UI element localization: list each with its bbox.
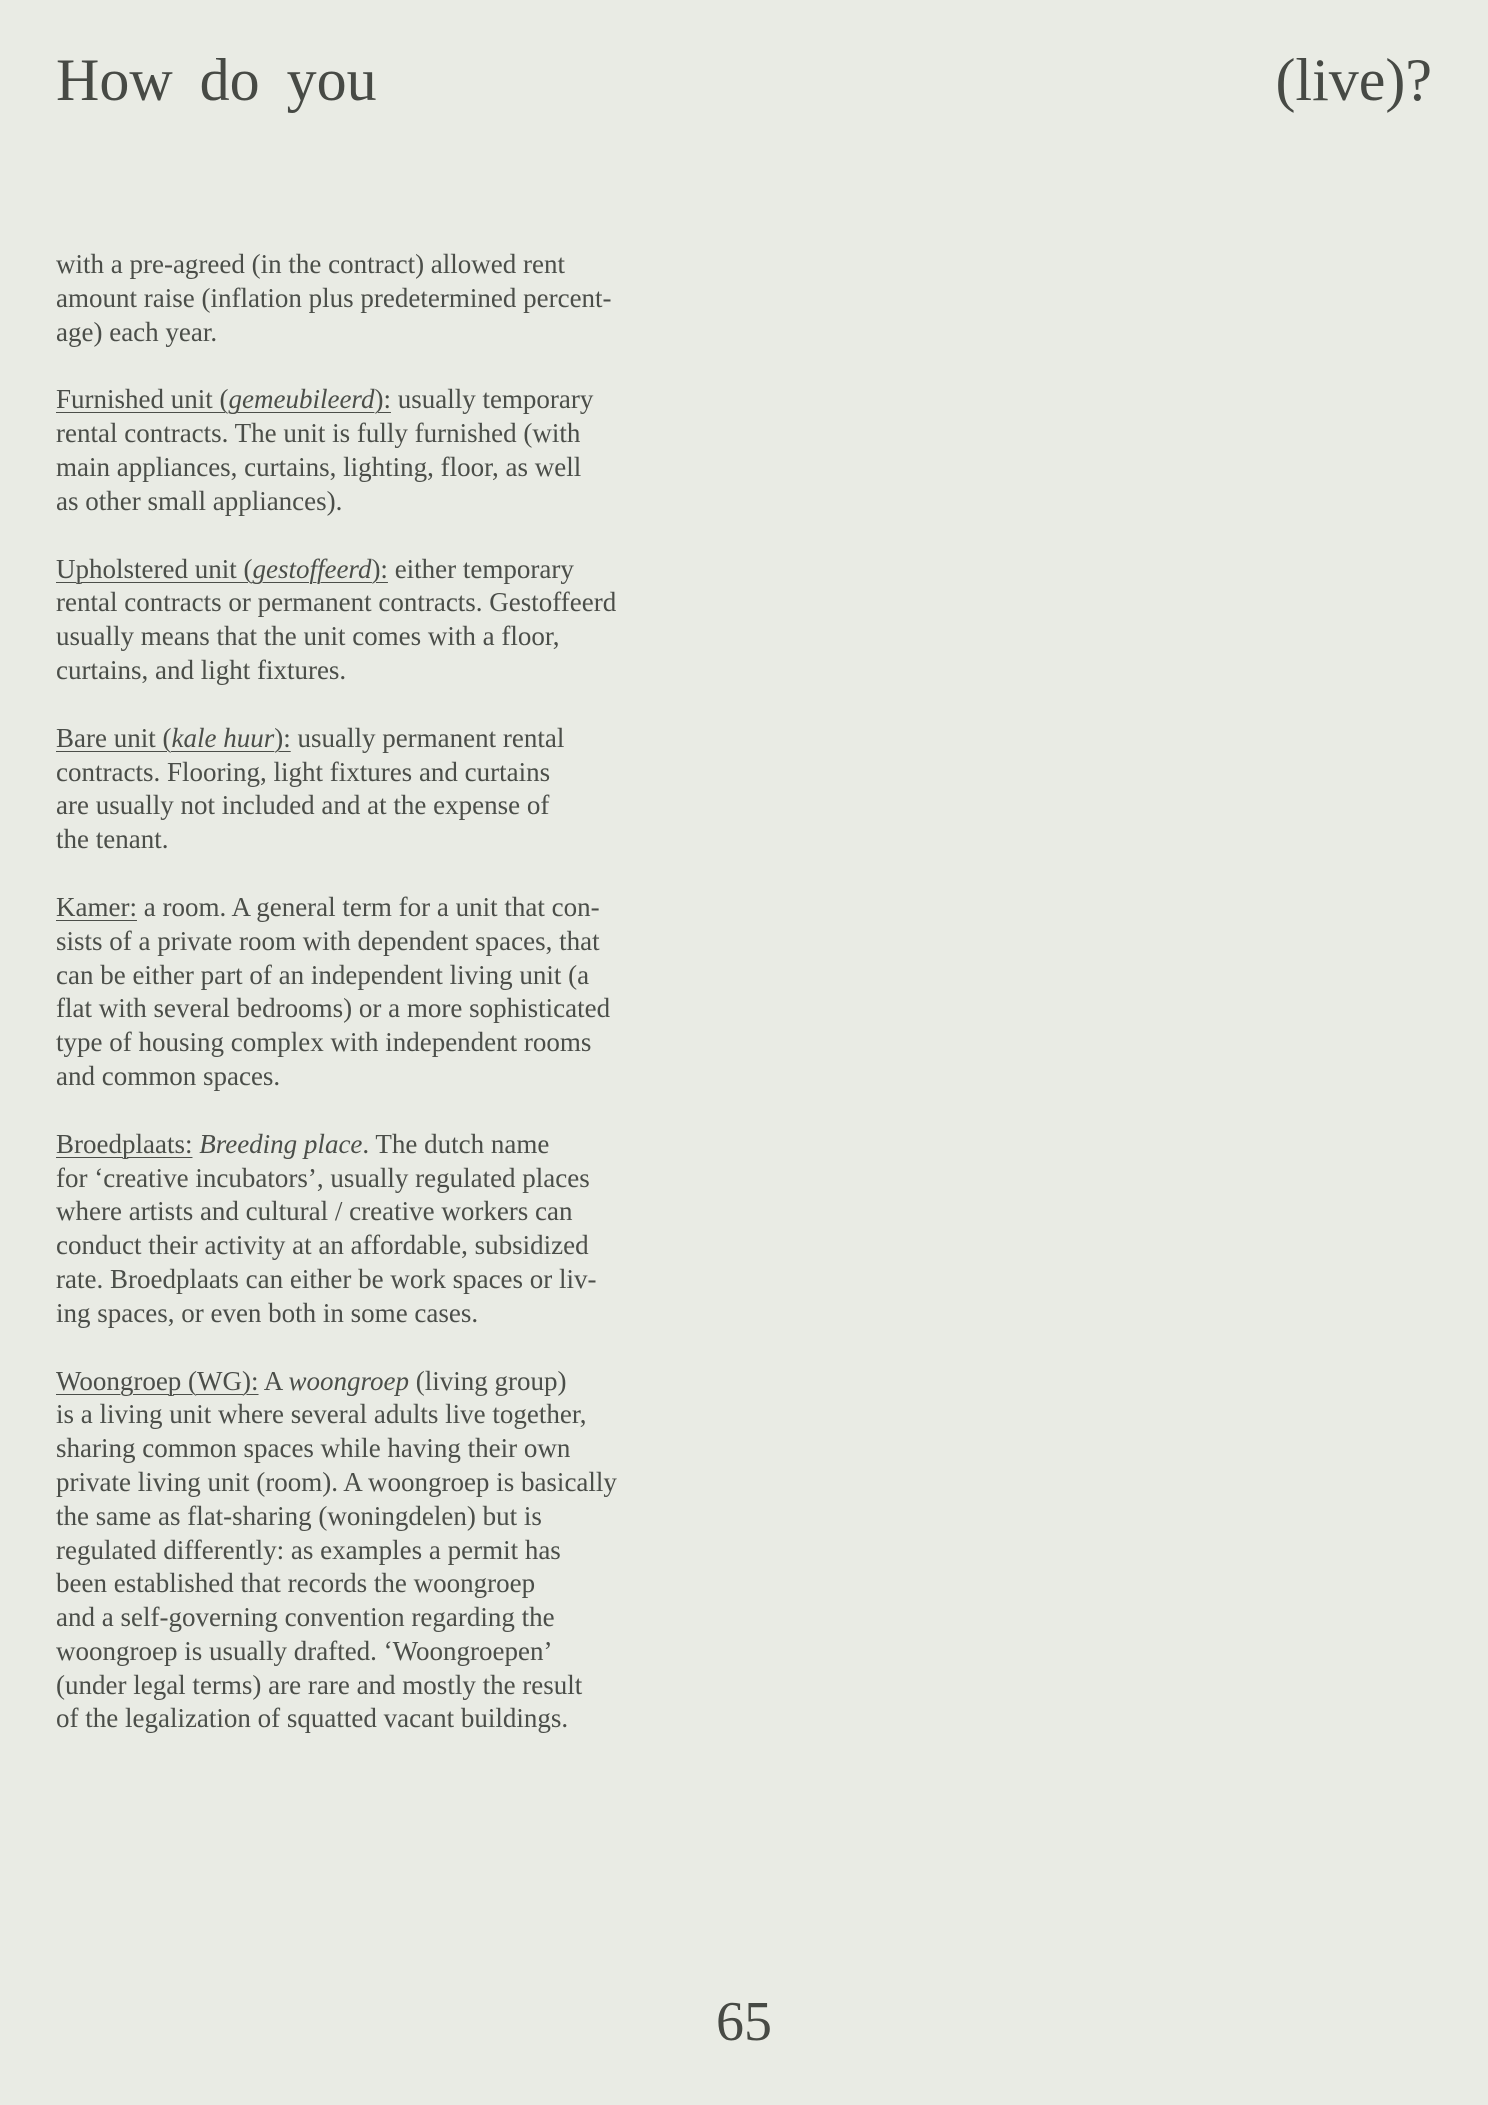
definition-line: curtains, and light fixtures.	[56, 654, 347, 685]
term-dutch: kale huur	[171, 722, 275, 753]
definition-line: and common spaces.	[56, 1060, 281, 1091]
woongroep-italic: woongroep	[288, 1365, 410, 1396]
definition-line: are usually not included and at the expense of	[56, 790, 550, 821]
definition-line: type of housing complex with independent rooms	[56, 1027, 592, 1058]
intro-line: with a pre-agreed (in the contract) allowed rent	[56, 249, 566, 279]
definition-line: ing spaces, or even both in some cases.	[56, 1297, 479, 1328]
intro-line: age) each year.	[56, 316, 218, 347]
definition-line: a room. A general term for a unit that con-	[136, 891, 600, 922]
furnished-unit-definition	[56, 383, 676, 518]
broedplaats-definition	[56, 1128, 676, 1331]
definition-line: usually means that the unit comes with a floor,	[56, 621, 560, 652]
term-dutch: gestoffeerd	[252, 553, 372, 584]
broedplaats-term: Broedplaats:	[56, 1128, 193, 1159]
kamer-definition	[56, 891, 676, 1094]
definition-line: woongroep is usually drafted. ‘Woongroepen’	[56, 1635, 553, 1666]
woongroep-term: Woongroep (WG):	[56, 1365, 259, 1396]
definition-line: conduct their activity at an affordable, subsidized	[56, 1230, 589, 1261]
definition-line: sists of a private room with dependent spaces, that	[56, 925, 600, 956]
definition-line: for ‘creative incubators’, usually regulated places	[56, 1162, 590, 1193]
definition-line: sharing common spaces while having their own	[56, 1433, 571, 1464]
term-text: Furnished unit (	[56, 384, 229, 415]
definition-line: contracts. Flooring, light fixtures and curtains	[56, 756, 551, 787]
definition-line: (living group)	[409, 1365, 567, 1396]
definition-line: regulated differently: as examples a permit has	[56, 1534, 561, 1565]
page-title-suffix: (live)?	[1275, 47, 1432, 113]
term-text: Bare unit (	[56, 722, 172, 753]
intro-paragraph	[56, 248, 676, 349]
definition-line: . The dutch name	[362, 1128, 550, 1159]
definition-line: main appliances, curtains, lighting, floor, as well	[56, 451, 582, 482]
term-dutch: gemeubileerd	[228, 384, 375, 415]
bare-unit-term	[56, 723, 291, 753]
definition-line: either temporary	[387, 553, 574, 584]
term-text: Upholstered unit (	[56, 553, 253, 584]
term-text: ):	[374, 384, 391, 415]
definition-line: is a living unit where several adults live together,	[56, 1399, 587, 1430]
upholstered-unit-term	[56, 554, 388, 584]
definition-line: rental contracts or permanent contracts. Gestoffeerd	[56, 587, 617, 618]
woongroep-definition	[56, 1365, 676, 1737]
kamer-term: Kamer:	[56, 891, 137, 922]
definition-line: rental contracts. The unit is fully furnished (with	[56, 418, 581, 449]
term-text: ):	[371, 553, 388, 584]
definition-line: can be either part of an independent living unit (a	[56, 959, 590, 990]
definition-line: and a self-governing convention regarding the	[56, 1602, 555, 1633]
definition-line: been established that records the woongroep	[56, 1568, 536, 1599]
definition-line: where artists and cultural / creative workers can	[56, 1196, 573, 1227]
definition-line: usually permanent rental	[290, 722, 565, 753]
furnished-unit-term	[56, 384, 391, 414]
bare-unit-definition	[56, 722, 676, 857]
page-number: 65	[716, 1991, 772, 2053]
definition-line: the tenant.	[56, 824, 169, 855]
body-column	[56, 248, 676, 1770]
broedplaats-translation: Breeding place	[199, 1128, 363, 1159]
definition-line: private living unit (room). A woongroep is basically	[56, 1466, 617, 1497]
upholstered-unit-definition	[56, 553, 676, 688]
definition-line: the same as flat-sharing (woningdelen) but is	[56, 1500, 542, 1531]
intro-line: amount raise (inflation plus predetermined percent-	[56, 282, 612, 313]
definition-line: rate. Broedplaats can either be work spaces or liv-	[56, 1263, 597, 1294]
definition-line: flat with several bedrooms) or a more sophisticated	[56, 993, 611, 1024]
term-text: ):	[274, 722, 291, 753]
definition-line: (under legal terms) are rare and mostly the result	[56, 1669, 583, 1700]
definition-line: as other small appliances).	[56, 485, 343, 516]
definition-line: A	[258, 1365, 289, 1396]
page-title: How do you	[56, 47, 377, 113]
definition-line: usually temporary	[390, 384, 594, 415]
definition-line: of the legalization of squatted vacant buildings.	[56, 1703, 569, 1734]
